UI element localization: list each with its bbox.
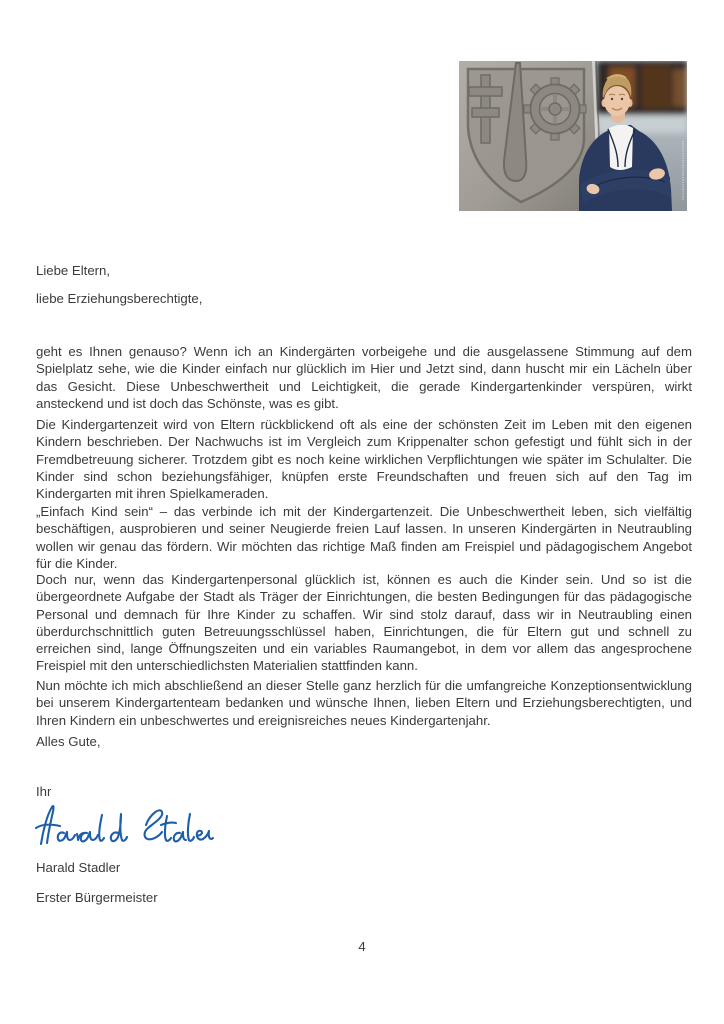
signature-intro: Ihr [36, 784, 52, 799]
signer-name: Harald Stadler [36, 860, 121, 875]
paragraph-5: Nun möchte ich mich abschließend an dieser Stelle ganz herzlich für die umfangreiche Konzeptionsentwicklung bei unserem Kindergartenteam bedanken und wünsche Ihnen, lieben Eltern und Erziehungsberechtigten, und Ihren Kindern ein unbeschwertes und ereignisreiches neues Kindergartenjahr. [36, 678, 692, 728]
white-shirt [609, 125, 633, 170]
closing-line: Alles Gute, [36, 734, 101, 749]
paragraph-4: Doch nur, wenn das Kindergartenpersonal glücklich ist, können es auch die Kinder sein. Und so ist die übergeordnete Aufgabe der Stadt als Träger der Einrichtungen, die besten Bedingungen für das pädagogische Personal und demnach für Ihre Kinder zu schaffen. Wir sind stolz darauf, dass wir in Neutraubling einen überdurchschnittlich guten Betreuungsschlüssel haben, Einrichtungen, die für Eltern gut und schnell zu erreichen sind, lange Öffnungszeiten und ein variables Raumangebot, in dem vor allem das angesprochene Freispiel mit den unterschiedlichsten Materialien stattfinden kann. [36, 572, 692, 674]
salutation-line-1: Liebe Eltern, [36, 263, 111, 278]
signer-title: Erster Bürgermeister [36, 890, 158, 905]
page-number: 4 [358, 939, 366, 954]
paragraph-1: geht es Ihnen genauso? Wenn ich an Kindergärten vorbeigehe und die ausgelassene Stimmung auf dem Spielplatz sehe, wie die Kinder einfach nur glücklich im Hier und Jetzt sind, dann huscht mir ein Lächeln über das Gesicht. Diese Unbeschwertheit und Leichtigkeit, die gerade Kindergartenkinder verspüren, wirkt ansteckend und ist doch das Schönste, was es gibt. [36, 344, 692, 411]
gear-carving [524, 78, 586, 140]
mayor-photo-graphic [459, 61, 687, 211]
paragraph-2: Die Kindergartenzeit wird von Eltern rückblickend oft als eine der schönsten Zeit im Leben mit den eigenen Kindern beschrieben. Der Nachwuchs ist im Vergleich zum Krippenalter schon gefestigt und fühlt sich in der Fremdbetreuung sicherer. Trotzdem gibt es noch keine wirklichen Verpflichtungen wie später im Schulalter. Die Kinder sind schon beziehungsfähiger, knüpfen erste Freundschaften und freuen sich auf den Tag im Kindergarten mit ihren Spielkameraden. [36, 417, 692, 502]
handwritten-signature [34, 799, 219, 851]
mayor-photo [459, 61, 687, 211]
salutation-line-2: liebe Erziehungsberechtigte, [36, 291, 203, 306]
signature-strokes [36, 806, 213, 844]
face [604, 86, 630, 116]
paragraph-3: „Einfach Kind sein“ – das verbinde ich mit der Kindergartenzeit. Die Unbeschwertheit leben, sich vielfältig beschäftigen, ausprobieren und seiner Neugierde freien Lauf lassen. In unseren Kindergärten in Neutraubling wollen wir genau das fördern. Wir möchten das richtige Maß finden am Freispiel und pädagogischem Angebot für die Kinder. [36, 504, 692, 571]
